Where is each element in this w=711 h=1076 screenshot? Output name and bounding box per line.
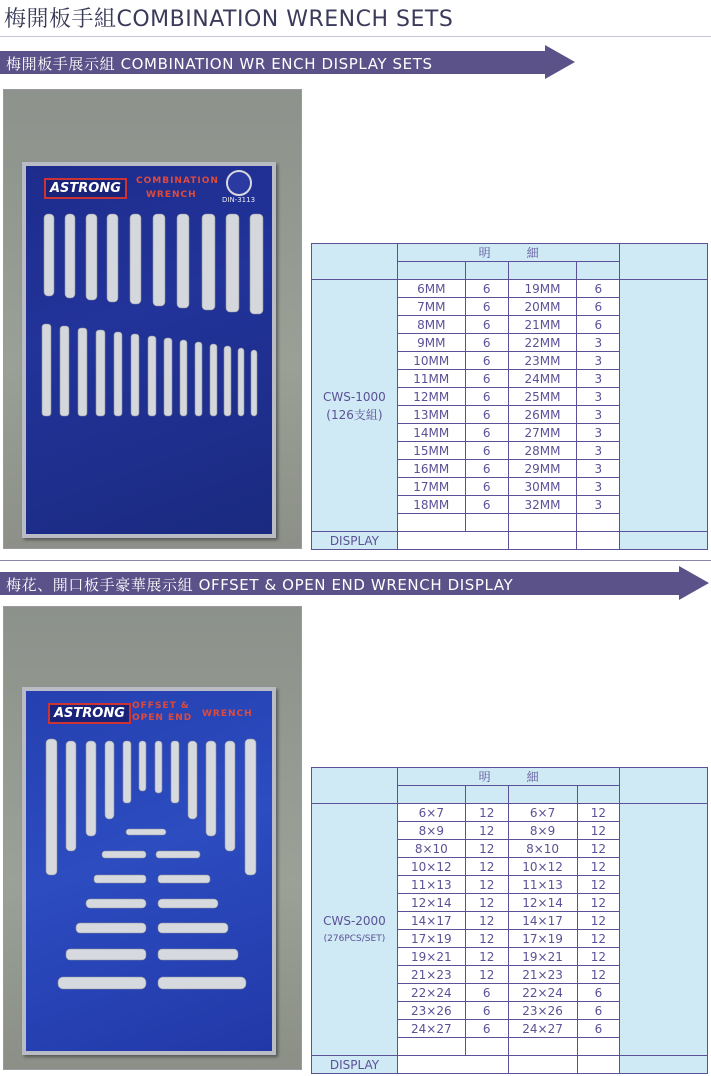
qty-cell: 6 bbox=[465, 280, 508, 298]
size-cell: 6×7 bbox=[508, 804, 577, 822]
size-cell: 16MM bbox=[397, 460, 465, 478]
model-note: (126支組) bbox=[326, 407, 383, 422]
size-cell: 22×24 bbox=[397, 984, 465, 1002]
size-cell: 11×13 bbox=[397, 876, 465, 894]
qty-cell: 12 bbox=[465, 822, 508, 840]
display-label: DISPLAY bbox=[312, 532, 398, 550]
section-1-banner bbox=[0, 45, 575, 79]
qty-cell: 3 bbox=[577, 460, 620, 478]
size-cell: 17×19 bbox=[397, 930, 465, 948]
size-cell: 18MM bbox=[397, 496, 465, 514]
size-cell: 8×9 bbox=[508, 822, 577, 840]
brand-logo: ASTRONG bbox=[44, 178, 127, 199]
qty-cell: 6 bbox=[465, 298, 508, 316]
qty-cell: 3 bbox=[577, 496, 620, 514]
qty-cell: 6 bbox=[465, 442, 508, 460]
size-cell: 10×12 bbox=[397, 858, 465, 876]
size-cell: 25MM bbox=[508, 388, 577, 406]
qty-cell: 6 bbox=[465, 984, 508, 1002]
size-cell: 14×17 bbox=[508, 912, 577, 930]
qty-cell: 6 bbox=[465, 406, 508, 424]
qty-cell: 12 bbox=[465, 948, 508, 966]
din-badge-label: DIN-3113 bbox=[222, 196, 256, 204]
size-cell: 32MM bbox=[508, 496, 577, 514]
qty-cell: 12 bbox=[577, 966, 620, 984]
qty-cell: 12 bbox=[577, 840, 620, 858]
size-cell: 12×14 bbox=[397, 894, 465, 912]
qty-cell: 6 bbox=[465, 316, 508, 334]
display-label: DISPLAY bbox=[312, 1056, 398, 1074]
size-cell: 28MM bbox=[508, 442, 577, 460]
qty-cell: 6 bbox=[465, 352, 508, 370]
qty-cell: 3 bbox=[577, 334, 620, 352]
board-title-line1: OFFSET & bbox=[132, 701, 190, 711]
section-1-title: 梅開板手展示組 COMBINATION WR ENCH DISPLAY SETS bbox=[6, 55, 433, 73]
qty-cell: 12 bbox=[465, 876, 508, 894]
qty-cell: 3 bbox=[577, 442, 620, 460]
qty-cell: 3 bbox=[577, 478, 620, 496]
size-cell: 8×9 bbox=[397, 822, 465, 840]
display-board bbox=[22, 687, 276, 1055]
qty-cell: 12 bbox=[577, 930, 620, 948]
qty-cell: 6 bbox=[577, 1020, 620, 1038]
cws-1000-spec-table bbox=[311, 243, 708, 550]
section-2-title: 梅花、開口板手豪華展示組 OFFSET & OPEN END WRENCH DISPLAY bbox=[6, 576, 514, 594]
size-cell: 23MM bbox=[508, 352, 577, 370]
size-cell: 6×7 bbox=[397, 804, 465, 822]
model-note: (276PCS/SET) bbox=[323, 933, 386, 944]
size-cell: 27MM bbox=[508, 424, 577, 442]
title-rule bbox=[0, 36, 711, 37]
size-cell: 24×27 bbox=[397, 1020, 465, 1038]
qty-cell: 6 bbox=[465, 334, 508, 352]
size-cell: 22×24 bbox=[508, 984, 577, 1002]
size-cell: 14MM bbox=[397, 424, 465, 442]
combination-wrench-display-photo bbox=[3, 89, 302, 549]
qty-cell: 12 bbox=[577, 876, 620, 894]
qty-cell: 6 bbox=[465, 496, 508, 514]
qty-cell: 12 bbox=[465, 894, 508, 912]
size-cell: 8×10 bbox=[397, 840, 465, 858]
size-cell: 12MM bbox=[397, 388, 465, 406]
qty-cell: 12 bbox=[465, 912, 508, 930]
qty-cell: 12 bbox=[577, 894, 620, 912]
size-cell: 19×21 bbox=[397, 948, 465, 966]
qty-cell: 6 bbox=[577, 1002, 620, 1020]
qty-cell: 6 bbox=[577, 280, 620, 298]
size-cell: 13MM bbox=[397, 406, 465, 424]
section-divider bbox=[0, 560, 711, 561]
size-cell: 23×26 bbox=[397, 1002, 465, 1020]
qty-cell: 12 bbox=[577, 822, 620, 840]
qty-cell: 3 bbox=[577, 406, 620, 424]
qty-cell: 6 bbox=[577, 984, 620, 1002]
board-title-line2: WRENCH bbox=[146, 190, 197, 200]
qty-cell: 6 bbox=[465, 1020, 508, 1038]
table-header: 明 細 bbox=[397, 768, 619, 786]
qty-cell: 6 bbox=[465, 478, 508, 496]
qty-cell: 12 bbox=[465, 858, 508, 876]
size-cell: 19MM bbox=[508, 280, 577, 298]
size-cell: 7MM bbox=[397, 298, 465, 316]
page-title: 梅開板手組COMBINATION WRENCH SETS bbox=[4, 7, 454, 32]
qty-cell: 3 bbox=[577, 388, 620, 406]
model-cell bbox=[312, 280, 398, 532]
board-title-line2: OPEN END bbox=[132, 713, 193, 723]
qty-cell: 12 bbox=[577, 804, 620, 822]
qty-cell: 12 bbox=[577, 912, 620, 930]
size-cell: 11×13 bbox=[508, 876, 577, 894]
size-cell: 14×17 bbox=[397, 912, 465, 930]
qty-cell: 12 bbox=[465, 804, 508, 822]
size-cell: 23×26 bbox=[508, 1002, 577, 1020]
size-cell: 17MM bbox=[397, 478, 465, 496]
size-cell: 10MM bbox=[397, 352, 465, 370]
size-cell: 8×10 bbox=[508, 840, 577, 858]
size-cell: 11MM bbox=[397, 370, 465, 388]
size-cell: 20MM bbox=[508, 298, 577, 316]
size-cell: 6MM bbox=[397, 280, 465, 298]
size-cell: 21×23 bbox=[508, 966, 577, 984]
model-cell bbox=[312, 804, 398, 1056]
model-number: CWS-1000 bbox=[323, 389, 386, 404]
offset-open-end-wrench-display-photo bbox=[3, 606, 302, 1070]
size-cell: 15MM bbox=[397, 442, 465, 460]
qty-cell: 6 bbox=[465, 370, 508, 388]
size-cell: 29MM bbox=[508, 460, 577, 478]
qty-cell: 12 bbox=[577, 858, 620, 876]
wrench-illustration bbox=[26, 691, 272, 1051]
qty-cell: 6 bbox=[465, 388, 508, 406]
model-number: CWS-2000 bbox=[323, 913, 386, 928]
brand-logo: ASTRONG bbox=[48, 703, 131, 724]
size-cell: 24MM bbox=[508, 370, 577, 388]
size-cell: 12×14 bbox=[508, 894, 577, 912]
qty-cell: 12 bbox=[465, 840, 508, 858]
qty-cell: 6 bbox=[577, 298, 620, 316]
table-header: 明 細 bbox=[397, 244, 619, 262]
size-cell: 10×12 bbox=[508, 858, 577, 876]
qty-cell: 6 bbox=[465, 424, 508, 442]
size-cell: 9MM bbox=[397, 334, 465, 352]
display-board bbox=[22, 162, 276, 538]
size-cell: 17×19 bbox=[508, 930, 577, 948]
cws-2000-spec-table bbox=[311, 767, 708, 1074]
size-cell: 22MM bbox=[508, 334, 577, 352]
section-2-banner bbox=[0, 566, 709, 600]
size-cell: 24×27 bbox=[508, 1020, 577, 1038]
size-cell: 8MM bbox=[397, 316, 465, 334]
size-cell: 21×23 bbox=[397, 966, 465, 984]
qty-cell: 12 bbox=[465, 930, 508, 948]
qty-cell: 3 bbox=[577, 352, 620, 370]
qty-cell: 12 bbox=[465, 966, 508, 984]
board-title-right: WRENCH bbox=[202, 709, 253, 719]
size-cell: 30MM bbox=[508, 478, 577, 496]
board-title-line1: COMBINATION bbox=[136, 176, 219, 186]
size-cell: 21MM bbox=[508, 316, 577, 334]
size-cell: 19×21 bbox=[508, 948, 577, 966]
qty-cell: 3 bbox=[577, 424, 620, 442]
qty-cell: 6 bbox=[465, 1002, 508, 1020]
qty-cell: 6 bbox=[577, 316, 620, 334]
qty-cell: 12 bbox=[577, 948, 620, 966]
size-cell: 26MM bbox=[508, 406, 577, 424]
qty-cell: 3 bbox=[577, 370, 620, 388]
qty-cell: 6 bbox=[465, 460, 508, 478]
wrench-illustration bbox=[26, 166, 272, 534]
